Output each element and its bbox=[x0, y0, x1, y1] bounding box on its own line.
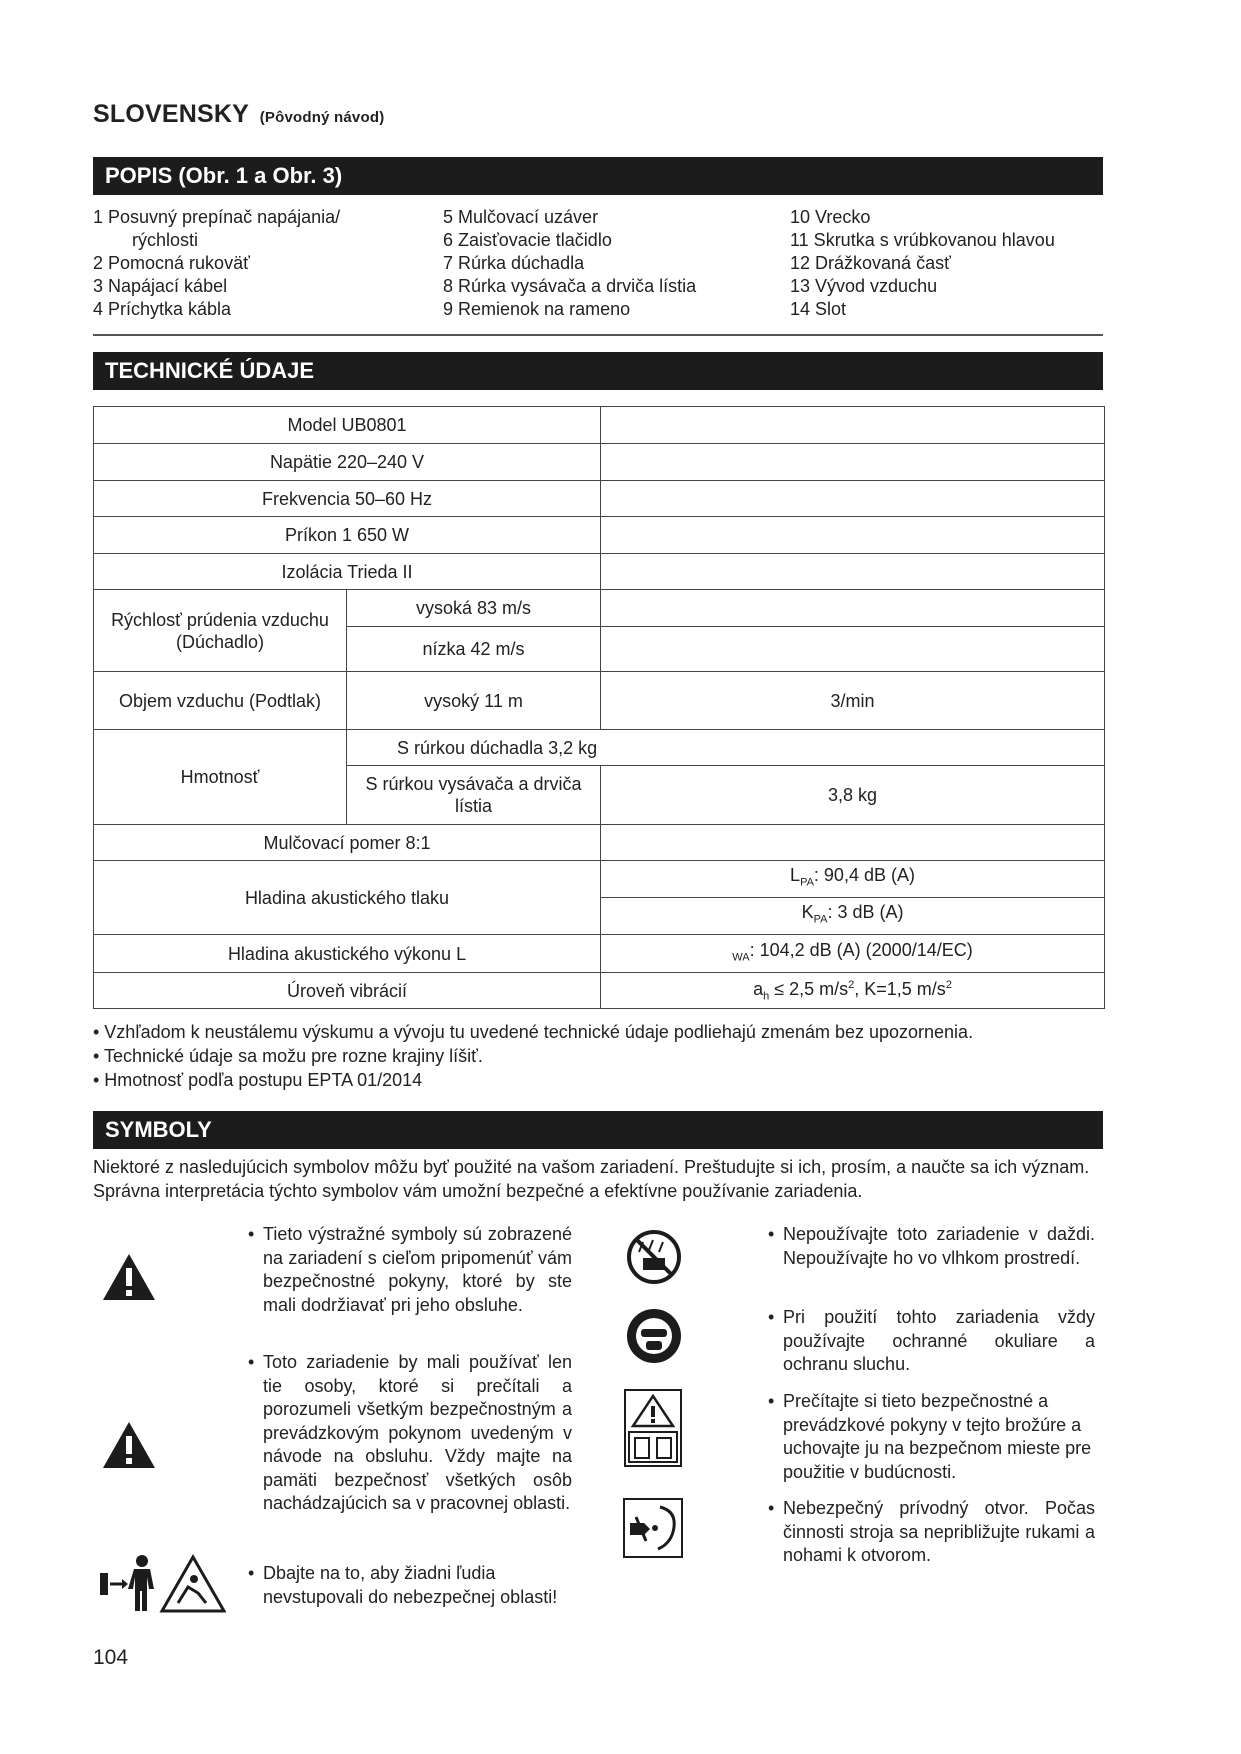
table-row bbox=[94, 973, 1105, 1009]
spec-lpa: $L_{PA}$: 90,4 dB (A) bbox=[601, 861, 1105, 898]
part-item: 5 Mulčovací uzáver bbox=[443, 207, 599, 227]
spec-volume-value: vysoký 11 m bbox=[347, 672, 601, 730]
safety-gear-icon bbox=[625, 1307, 683, 1365]
spec-power: Príkon 1 650 W bbox=[94, 517, 601, 554]
spec-insulation: Izolácia Trieda II bbox=[94, 554, 601, 590]
note-item: • Vzhľadom k neustálemu výskumu a vývoju tu uvedené technické údaje podliehajú zmenám bez upozornenia. bbox=[93, 1022, 974, 1042]
spec-power-level-label: Hladina akustického výkonu L bbox=[94, 935, 601, 973]
spec-model: Model UB0801 bbox=[94, 407, 601, 444]
symbols-intro: Niektoré z nasledujúcich symbolov môžu byť použité na vašom zariadení. Preštudujte si ich, prosím, a naučte sa ich význam. Správna interpretácia týchto symbolov vám umožní bezpečné a efektívne používanie zariadenia. bbox=[93, 1157, 1090, 1201]
note-item: • Technické údaje sa možu pre rozne krajiny líšiť. bbox=[93, 1046, 483, 1066]
part-item: 14 Slot bbox=[790, 299, 847, 319]
spec-vibration-label: Úroveň vibrácií bbox=[94, 973, 601, 1009]
table-row bbox=[94, 935, 1105, 973]
symbol-text-3: • Dbajte na to, aby žiadni ľudia nevstupovali do nebezpečnej oblasti! bbox=[248, 1563, 558, 1607]
section-bar-symboly: SYMBOLY bbox=[93, 1111, 1103, 1149]
spec-weight-vacuum-label: S rúrkou vysávača a drviča lístia bbox=[347, 766, 601, 825]
intake-hazard-icon bbox=[622, 1497, 684, 1559]
table-row bbox=[94, 825, 1105, 861]
page-number: 104 bbox=[93, 1646, 129, 1669]
note-item: • Hmotnosť podľa postupu EPTA 01/2014 bbox=[93, 1070, 423, 1090]
spec-airspeed-high: vysoká 83 m/s bbox=[347, 590, 601, 627]
table-row bbox=[94, 407, 1105, 444]
spec-frequency: Frekvencia 50–60 Hz bbox=[94, 481, 601, 517]
spec-mulch: Mulčovací pomer 8:1 bbox=[94, 825, 601, 861]
table-row bbox=[94, 861, 1105, 898]
symbol-text-1: • Tieto výstražné symboly sú zobrazené na zariadení s cieľom pripomenúť vám bezpečnostné pokyny, ktoré by ste mali dodržiavať pri jeho obsluhe. bbox=[248, 1224, 572, 1315]
part-item: 1 Posuvný prepínač napájania/ bbox=[93, 207, 341, 227]
part-item: rýchlosti bbox=[132, 230, 199, 250]
section-bar-technicke: TECHNICKÉ ÚDAJE bbox=[93, 352, 1103, 390]
spec-vibration-value: $a_h \le 2,5$ $m/s^2$, K=1,5 $m/s^2$ bbox=[601, 973, 1105, 1009]
spec-airspeed-low: nízka 42 m/s bbox=[347, 627, 601, 672]
spec-power-level-value: $_{WA}$: 104,2 dB (A) (2000/14/EC) bbox=[601, 935, 1105, 973]
part-item: 12 Drážkovaná časť bbox=[790, 253, 951, 273]
language-subtitle: (Pôvodný návod) bbox=[259, 109, 385, 126]
table-row bbox=[94, 590, 1105, 627]
section-divider bbox=[93, 334, 1103, 336]
symbol-text-6: • Prečítajte si tieto bezpečnostné a prevádzkové pokyny v tejto brožúre a uchovajte ju na bezpečnom mieste pre použitie v budúcnosti. bbox=[768, 1391, 1092, 1482]
parts-column-3 bbox=[790, 206, 1055, 321]
symbol-text-2: • Toto zariadenie by mali používať len tie osoby, ktoré si prečítali a porozumeli všetkým bezpečnostným a prevádzkovým pokynom uvedeným v návode na obsluhu. Vždy majte na pamäti bezpečnosť všetkých osôb nachádzajúcich sa v pracovnej oblasti. bbox=[248, 1352, 572, 1513]
spec-pressure-label: Hladina akustického tlaku bbox=[94, 861, 601, 935]
language-title: SLOVENSKY bbox=[93, 100, 249, 128]
symbol-text-5: • Pri použití tohto zariadenia vždy používajte ochranné okuliare a ochranu sluchu. bbox=[768, 1307, 1095, 1374]
parts-column-1 bbox=[93, 206, 340, 321]
section-bar-popis: POPIS (Obr. 1 a Obr. 3) bbox=[93, 157, 1103, 195]
spec-weight-vacuum-value: 3,8 kg bbox=[601, 766, 1105, 825]
part-item: 13 Vývod vzduchu bbox=[790, 276, 938, 296]
part-item: 7 Rúrka dúchadla bbox=[443, 253, 585, 273]
warning-icon bbox=[101, 1420, 157, 1470]
part-item: 9 Remienok na rameno bbox=[443, 299, 631, 319]
part-item: 8 Rúrka vysávača a drviča lístia bbox=[443, 276, 697, 296]
table-row bbox=[94, 444, 1105, 481]
part-item: 4 Príchytka kábla bbox=[93, 299, 232, 319]
table-row bbox=[94, 481, 1105, 517]
warning-icon bbox=[101, 1252, 157, 1302]
parts-column-2 bbox=[443, 206, 696, 321]
table-row bbox=[94, 517, 1105, 554]
part-item: 11 Skrutka s vrúbkovanou hlavou bbox=[790, 230, 1055, 250]
spec-kpa: $K_{PA}$: 3 dB (A) bbox=[601, 898, 1105, 935]
keep-distance-icon bbox=[98, 1553, 226, 1613]
spec-volume-label: Objem vzduchu (Podtlak) bbox=[94, 672, 347, 730]
page-heading bbox=[93, 100, 384, 129]
spec-airspeed-label: Rýchlosť prúdenia vzduchu (Dúchadlo) bbox=[94, 590, 347, 672]
no-rain-icon bbox=[625, 1228, 683, 1286]
spec-voltage: Napätie 220–240 V bbox=[94, 444, 601, 481]
table-row bbox=[94, 554, 1105, 590]
part-item: 6 Zaisťovacie tlačidlo bbox=[443, 230, 612, 250]
spec-weight-label: Hmotnosť bbox=[94, 730, 347, 825]
part-item: 10 Vrecko bbox=[790, 207, 871, 227]
spec-table bbox=[93, 406, 1105, 1009]
symbol-text-4: • Nepoužívajte toto zariadenie v daždi. Nepoužívajte ho vo vlhkom prostredí. bbox=[768, 1224, 1095, 1268]
table-row bbox=[94, 672, 1105, 730]
part-item: 2 Pomocná rukoväť bbox=[93, 253, 250, 273]
symbol-text-7: • Nebezpečný prívodný otvor. Počas činnosti stroja sa nepribližujte rukami a nohami k otvorom. bbox=[768, 1498, 1095, 1565]
read-manual-icon bbox=[623, 1388, 683, 1468]
spec-volume-unit: 3/min bbox=[601, 672, 1105, 730]
spec-notes bbox=[93, 1020, 973, 1092]
part-item: 3 Napájací kábel bbox=[93, 276, 228, 296]
table-row bbox=[94, 730, 1105, 766]
spec-weight-blower: S rúrkou dúchadla 3,2 kg bbox=[347, 730, 1105, 766]
